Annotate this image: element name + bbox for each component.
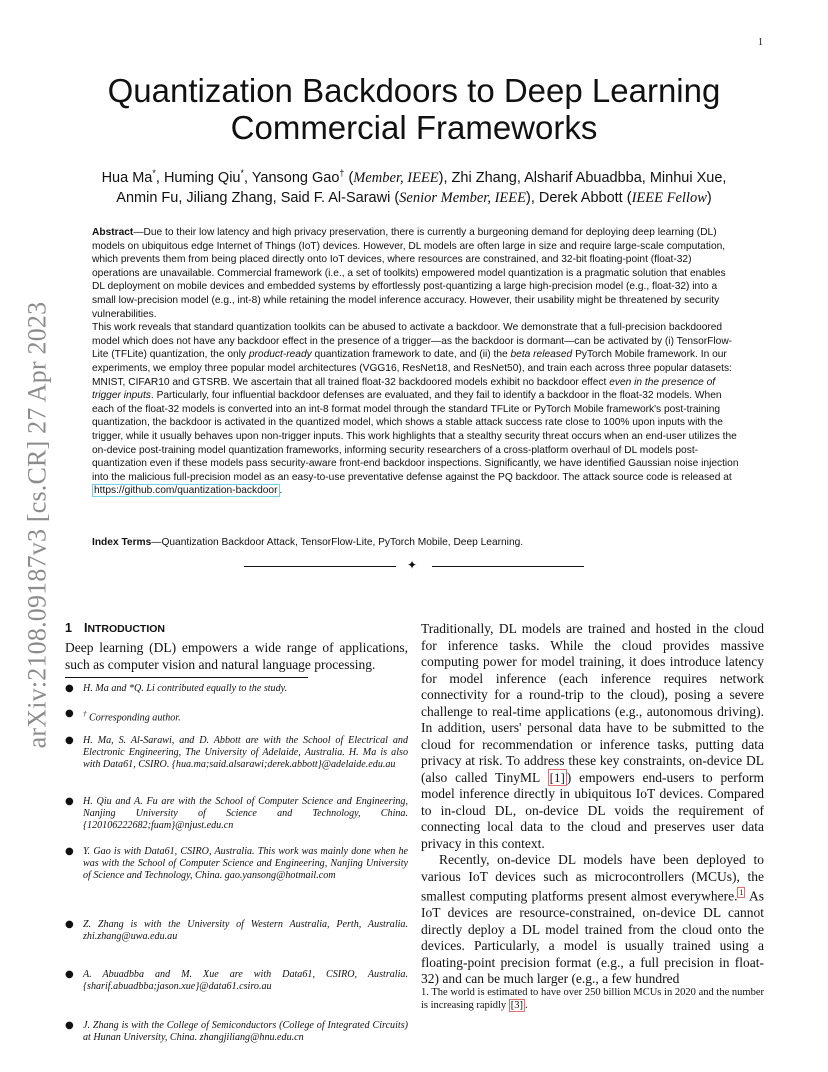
bullet-icon: ● bbox=[65, 708, 74, 719]
index-terms-text: Quantization Backdoor Attack, TensorFlow-Lite, PyTorch Mobile, Deep Learning. bbox=[161, 537, 524, 548]
abstract-dash: — bbox=[133, 227, 144, 238]
affiliation-item bbox=[65, 969, 408, 993]
intro-paragraph: Deep learning (DL) empowers a wide range of applications, such as computer vision and natural language processing. bbox=[65, 640, 408, 672]
footnote-text: 1. The world is estimated to have over 250 billion MCUs in 2020 and the number is increasing rapidly bbox=[421, 987, 764, 1011]
affiliation-item bbox=[65, 846, 408, 882]
author-huming-qiu: Huming Qiu bbox=[163, 169, 241, 186]
author-separator: , bbox=[155, 169, 164, 186]
p1-text-a: Traditionally, DL models are trained and hosted in the cloud for inference tasks. While the cloud provides massive computing power for model training, it does introduce latency for model inference (each inference requires network connectivity for a round-trip to the cloud), posing a severe challenge to real-time applications (e.g., autonomous driving). In addition, users' personal data have to be submitted to the cloud for recommendation or inference tasks, putting data privacy at risk. To address these key constraints, on-device DL (also called TinyML bbox=[421, 621, 764, 785]
bullet-icon: ● bbox=[65, 846, 74, 857]
footnote bbox=[421, 986, 764, 1012]
affiliation-item bbox=[65, 683, 408, 695]
source-code-link[interactable]: https://github.com/quantization-backdoor bbox=[94, 485, 278, 497]
abstract-p2-em3: even in the presence of trigger inputs bbox=[92, 376, 716, 402]
heading-initial: I bbox=[83, 621, 88, 635]
bullet-icon: ● bbox=[65, 796, 74, 807]
bullet-icon: ● bbox=[65, 735, 74, 746]
author-role-member: Member, IEEE bbox=[353, 169, 439, 186]
author-yansong-gao: Yansong Gao bbox=[251, 169, 340, 186]
author-paren: ( bbox=[344, 169, 354, 186]
divider-line-right bbox=[432, 566, 584, 567]
abstract-p2-c: PyTorch Mobile framework. In our experiments, we employ three popular model architectures (VGG16, ResNet18, and ResNet50), and train each across three popular datasets: MNIST, CIFAR10 and GTSRB. We ascertain that all trained float-32 backdoored models exhibit no backdoor effect bbox=[92, 349, 732, 388]
abstract-label: Abstract bbox=[92, 227, 134, 238]
index-terms-dash: — bbox=[151, 537, 162, 548]
body-paragraph-1 bbox=[421, 621, 764, 852]
footnote-link[interactable]: 1 bbox=[739, 888, 744, 897]
affiliation-item bbox=[65, 796, 408, 832]
author-separator-2: , bbox=[244, 169, 252, 186]
affiliation-text: H. Qiu and A. Fu are with the School of Computer Science and Engineering, Nanjing University of Science and Technology, China. {120106222682;fuam}@njust.edu.cn bbox=[83, 796, 408, 831]
affiliation-text: Z. Zhang is with the University of Western Australia, Perth, Australia. zhi.zhang@uwa.edu.au bbox=[83, 919, 408, 942]
title-line-1: Quantization Backdoors to Deep Learning bbox=[107, 72, 721, 109]
title-line-2: Commercial Frameworks bbox=[230, 109, 598, 146]
arxiv-identifier-stamp bbox=[22, 290, 52, 760]
diamond-icon: ✦ bbox=[407, 558, 418, 572]
author-line2-b: ), Derek Abbott ( bbox=[526, 189, 632, 206]
author-hua-ma: Hua Ma bbox=[101, 169, 153, 186]
footnote-citation-link[interactable]: [3] bbox=[510, 1000, 524, 1011]
equal-contribution-mark-2: * bbox=[240, 168, 245, 178]
abstract-p2-end: . bbox=[279, 485, 283, 497]
abstract-paragraph-1 bbox=[92, 226, 740, 321]
p1-text-b: ) empowers end-users to perform model inference directly in ubiquitous IoT devices. Compared to in-cloud DL, on-device DL voids the requirement of connecting local data to the cloud and preserves user data privacy in this context. bbox=[421, 769, 764, 851]
author-line1-rest: ), Zhi Zhang, Alsharif Abuadbba, Minhui Xue, bbox=[438, 169, 727, 186]
footnote-rule bbox=[65, 677, 308, 678]
author-role-senior: Senior Member, IEEE bbox=[399, 189, 526, 206]
author-role-fellow: IEEE Fellow bbox=[631, 189, 707, 206]
abstract-p1-text: Due to their low latency and high privacy preservation, there is currently a burgeoning demand for deploying deep learning (DL) models on ubiquitous edge Internet of Things (IoT) devices. However, DL models are often large in size and require large-scale computation, which prevents them from being placed directly onto IoT devices, where resources are constrained, and 32-bit floating-point (float-32) operations are unavailable. Commercial framework (i.e., a set of toolkits) empowered model quantization is a pragmatic solution that enables DL deployment on mobile devices and embedded systems by effortlessly post-quantizing a large high-precision model (e.g., float-32) into a small low-precision model (e.g., int-8) while retaining the model inference accuracy. However, their usability might be threatened by security vulnerabilities. bbox=[92, 227, 726, 320]
affiliation-item bbox=[65, 919, 408, 943]
index-terms bbox=[92, 536, 740, 549]
section-divider bbox=[244, 560, 584, 572]
citation-link[interactable]: [1] bbox=[549, 769, 565, 785]
divider-line-left bbox=[244, 566, 396, 567]
author-list bbox=[60, 163, 768, 208]
paper-title bbox=[60, 72, 768, 146]
section-number: 1 bbox=[65, 621, 72, 635]
bullet-icon: ● bbox=[65, 919, 74, 930]
arxiv-stamp-text: arXiv:2108.09187v3 [cs.CR] 27 Apr 2023 bbox=[22, 301, 51, 749]
affiliation-text: Y. Gao is with Data61, CSIRO, Australia. This work was mainly done when he was with the School of Computer Science and Engineering, Nanjing University of Science and Technology, China. gao.yansong@hotmail.com bbox=[83, 846, 408, 881]
abstract-p2-b: quantization framework to date, and (ii) the bbox=[311, 349, 511, 361]
affiliation-text: H. Ma and *Q. Li contributed equally to the study. bbox=[83, 683, 288, 694]
abstract-p2-a: This work reveals that standard quantization toolkits can be abused to activate a backdoor. We demonstrate that a full-precision backdoored model which does not have any backdoor effect in the presence of a trigger—as the backdoor is dormant—can be activated by (i) TensorFlow-Lite (TFLite) quantization, the only bbox=[92, 322, 733, 361]
corresponding-author-mark: † bbox=[339, 168, 345, 178]
p2-text-b: As IoT devices are resource-constrained, on-device DL cannot directly deploy a DL model trained from the cloud onto the devices. Particularly, a model is usually trained using a floating-point precision format (e.g., a full precision in float-32) and can be much larger (e.g., a few hundred bbox=[421, 888, 764, 986]
abstract bbox=[92, 226, 740, 498]
left-column bbox=[65, 620, 408, 1043]
affiliation-item bbox=[65, 735, 408, 771]
p2-text-a: Recently, on-device DL models have been deployed to various IoT devices such as microcontrollers (MCUs), the smallest computing platforms present almost everywhere. bbox=[421, 852, 764, 904]
affiliation-text: A. Abuadbba and M. Xue are with Data61, CSIRO, Australia. {sharif.abuadbba;jason.xue}@data61.csiro.au bbox=[83, 969, 408, 992]
affiliation-text-body: Corresponding author. bbox=[86, 712, 181, 724]
author-line2-a: Anmin Fu, Jiliang Zhang, Said F. Al-Sarawi ( bbox=[116, 189, 400, 206]
author-close-paren: ) bbox=[706, 189, 712, 206]
footnote-end: . bbox=[525, 1000, 528, 1011]
bullet-icon: ● bbox=[65, 1020, 74, 1031]
dagger-mark: † bbox=[83, 710, 87, 718]
abstract-p2-d: . Particularly, four influential backdoor defenses are evaluated, and they fail to identify a backdoor in the float-32 models. When each of the float-32 models is converted into an int-8 format model through the standard TFLite or PyTorch Mobile framework's post-training quantization, the backdoor is activated in the quantized model, which shows a stable attack success rate close to 100% upon inputs with the trigger, while it usually behaves upon non-trigger inputs. This work highlights that a stealthy security threat occurs when an end-user utilizes the on-device post-training model quantization frameworks, informing security researchers of a cross-platform overhaul of DL models post-quantization even if these models pass security-aware front-end backdoor inspections. Significantly, we have identified Gaussian noise injection into the malicious full-precision model as an easy-to-use preventative defense against the PQ backdoor. The attack source code is released at bbox=[92, 390, 739, 483]
body-paragraph-2 bbox=[421, 852, 764, 988]
bullet-icon: ● bbox=[65, 683, 74, 694]
affiliation-text: H. Ma, S. Al-Sarawi, and D. Abbott are with the School of Electrical and Electronic Engineering, The University of Adelaide, Australia. H. Ma is also with Data61, CSIRO. {hua.ma;said.alsarawi;derek.abbott}@adelaide.edu.au bbox=[83, 735, 408, 770]
affiliation-text: J. Zhang is with the College of Semiconductors (College of Integrated Circuits) at Hunan University, China. zhangjiliang@hnu.edu.cn bbox=[83, 1020, 408, 1043]
equal-contribution-mark: * bbox=[152, 168, 156, 178]
introduction-heading bbox=[65, 620, 408, 637]
index-terms-label: Index Terms bbox=[92, 537, 152, 548]
heading-rest: NTRODUCTION bbox=[87, 623, 166, 635]
affiliation-text bbox=[83, 708, 408, 724]
page-number: 1 bbox=[758, 37, 763, 48]
affiliation-item bbox=[65, 1020, 408, 1044]
affiliation-item bbox=[65, 708, 408, 724]
abstract-p2-em1: product-ready bbox=[248, 349, 312, 361]
bullet-icon: ● bbox=[65, 969, 74, 980]
right-column bbox=[421, 621, 764, 988]
abstract-p2-em2: beta released bbox=[510, 349, 573, 361]
abstract-paragraph-2 bbox=[92, 321, 740, 498]
